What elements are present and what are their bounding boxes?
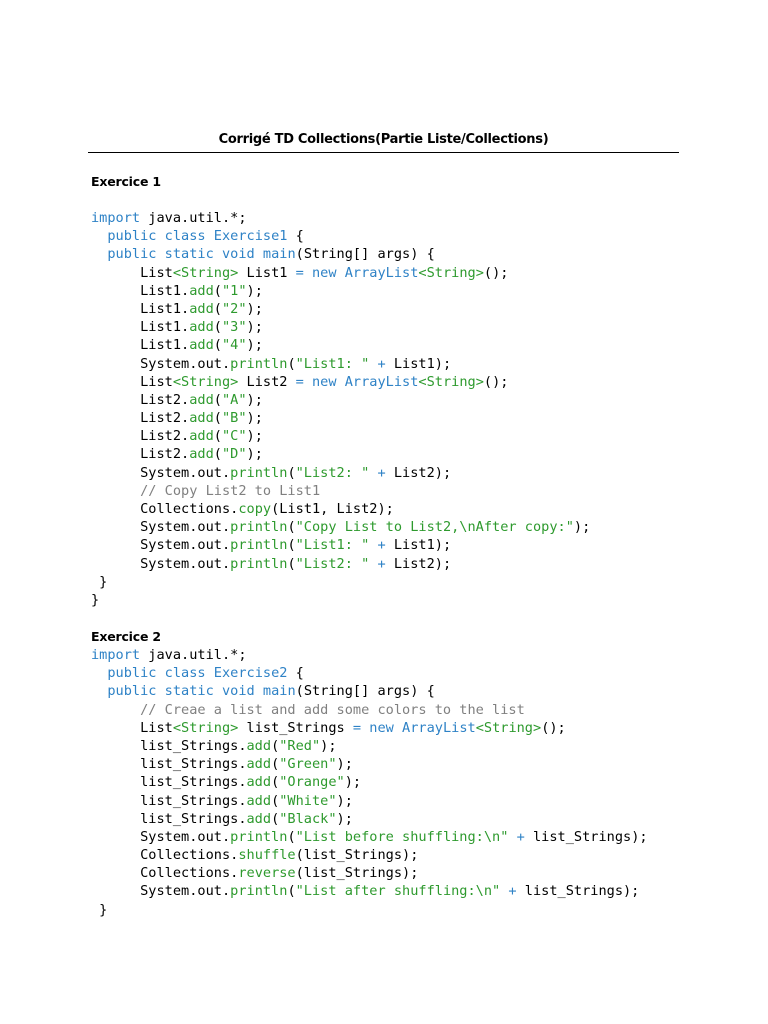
code-token: ( — [287, 555, 296, 572]
code-token: add — [246, 774, 272, 791]
code-token: List2); — [385, 464, 452, 481]
code-token: ( — [287, 537, 296, 554]
code-line — [91, 737, 648, 755]
code-token: public class — [107, 665, 206, 682]
code-token: ); — [246, 391, 263, 408]
code-line — [91, 318, 590, 336]
code-token: List2. — [91, 446, 190, 463]
code-token: public class — [107, 228, 206, 245]
code-token: List1. — [91, 337, 190, 354]
code-token: (String[] args) { — [295, 246, 435, 263]
code-token: List1); — [385, 355, 452, 372]
code-token: import — [91, 647, 141, 663]
code-token — [91, 246, 107, 262]
code-token: add — [246, 756, 272, 773]
code-token: ); — [246, 337, 263, 354]
code-token — [91, 702, 140, 718]
code-token: List2. — [91, 391, 190, 408]
code-token: = — [295, 264, 304, 281]
code-token: System.out. — [91, 883, 231, 900]
code-line — [91, 864, 648, 882]
code-token: ( — [213, 282, 222, 299]
code-token: System.out. — [91, 537, 231, 554]
code-token — [304, 374, 312, 390]
code-token: } — [91, 573, 108, 590]
code-block-exercice-1 — [91, 209, 590, 609]
code-token: (); — [483, 373, 509, 390]
code-token: ); — [336, 792, 353, 809]
code-token — [508, 829, 516, 845]
code-token: System.out. — [91, 555, 231, 572]
code-token: ( — [271, 756, 280, 773]
code-token: + — [508, 883, 517, 900]
code-token: list_Strings — [238, 719, 353, 736]
code-token: System.out. — [91, 519, 231, 536]
code-token: println — [230, 464, 288, 481]
section-heading-exercice-1: Exercice 1 — [91, 174, 161, 189]
code-token: } — [91, 591, 100, 608]
code-token: add — [189, 300, 214, 317]
code-token: ); — [344, 774, 362, 791]
code-token: List1 — [238, 264, 296, 281]
code-token: Exercise1 — [213, 228, 288, 245]
code-token: ( — [213, 391, 222, 408]
code-token — [91, 228, 107, 244]
code-token: "List after shuffling:\n" — [295, 883, 501, 900]
code-line — [91, 755, 648, 773]
code-line — [91, 500, 590, 518]
code-token: <String> — [172, 719, 239, 736]
code-line — [91, 828, 648, 846]
code-token: list_Strings. — [91, 774, 247, 791]
code-line — [91, 719, 648, 737]
code-token: System.out. — [91, 828, 231, 845]
code-token: <String> — [172, 264, 239, 281]
code-line — [91, 536, 590, 554]
code-token: "Black" — [279, 810, 337, 827]
code-token: shuffle — [238, 847, 296, 864]
code-token: ); — [246, 446, 263, 463]
code-token: "4" — [221, 337, 247, 354]
code-token: list_Strings. — [91, 756, 247, 773]
code-token: public static void — [107, 246, 255, 263]
code-token: ( — [213, 428, 222, 445]
code-token: List2. — [91, 410, 190, 427]
code-line — [91, 300, 590, 318]
code-token: println — [230, 519, 288, 536]
code-line — [91, 264, 590, 282]
code-token: List1. — [91, 282, 190, 299]
code-token: List — [91, 373, 173, 390]
code-token: ( — [213, 410, 222, 427]
code-token: + — [377, 355, 386, 372]
code-token: ); — [246, 410, 263, 427]
code-line — [91, 846, 648, 864]
code-line — [91, 701, 648, 719]
code-token: add — [189, 446, 214, 463]
code-token: List2. — [91, 428, 190, 445]
code-token: list_Strings. — [91, 792, 247, 809]
code-line — [91, 409, 590, 427]
code-token: main — [262, 246, 296, 263]
section-heading-exercice-2: Exercice 2 — [91, 629, 161, 644]
code-token — [91, 665, 107, 681]
code-line — [91, 682, 648, 700]
code-token: Collections. — [91, 847, 239, 864]
code-token: ( — [271, 737, 280, 754]
code-token: ( — [271, 810, 280, 827]
code-token — [206, 665, 214, 681]
code-token: public static void — [107, 683, 255, 700]
code-token: + — [377, 464, 386, 481]
code-token: add — [246, 810, 272, 827]
code-token: "Green" — [279, 756, 337, 773]
code-token: "List before shuffling:\n" — [295, 828, 509, 845]
code-token: (); — [483, 264, 509, 281]
code-token: ( — [271, 792, 280, 809]
code-token — [91, 683, 107, 699]
code-token: List — [91, 264, 173, 281]
code-line — [91, 245, 590, 263]
code-token: (List1, List2); — [271, 501, 394, 517]
code-line — [91, 573, 590, 591]
code-token: ( — [213, 337, 222, 354]
code-token: <String> — [418, 264, 484, 281]
code-token: ( — [287, 828, 296, 845]
code-token: reverse — [238, 865, 296, 882]
code-token: + — [377, 555, 386, 572]
code-token: { — [287, 228, 304, 245]
code-token: "White" — [279, 792, 337, 809]
code-token: add — [189, 319, 214, 336]
code-token: ); — [336, 756, 353, 773]
code-line — [91, 646, 648, 664]
code-token: + — [377, 537, 386, 554]
code-token: new — [312, 264, 337, 281]
code-token: (String[] args) { — [295, 683, 435, 700]
code-token: "C" — [221, 428, 247, 445]
code-token — [304, 265, 312, 281]
code-line — [91, 336, 590, 354]
code-token: ); — [320, 737, 337, 754]
code-token: System.out. — [91, 464, 231, 481]
code-token: ); — [246, 300, 263, 317]
code-token: ( — [213, 300, 222, 317]
code-token — [337, 374, 345, 390]
code-token: println — [230, 883, 288, 900]
code-token: <String> — [172, 373, 239, 390]
code-token: "1" — [221, 282, 247, 299]
code-token: list_Strings); — [524, 828, 648, 845]
code-line — [91, 209, 590, 227]
code-token: "3" — [221, 319, 247, 336]
code-token: (list_Strings); — [295, 847, 419, 864]
code-token: Exercise2 — [213, 665, 288, 682]
code-token: ); — [573, 519, 591, 536]
code-token: add — [189, 282, 214, 299]
code-token: add — [189, 337, 214, 354]
code-token: // Creae a list and add some colors to the list — [140, 701, 525, 718]
code-line — [91, 482, 590, 500]
code-token: List1); — [385, 537, 452, 554]
code-token: "List1: " — [295, 355, 370, 372]
code-line — [91, 282, 590, 300]
code-token: println — [230, 828, 288, 845]
code-token: add — [189, 428, 214, 445]
code-token: java.util.*; — [140, 647, 247, 663]
code-token: add — [189, 391, 214, 408]
code-token: + — [516, 828, 525, 845]
code-token: ( — [287, 464, 296, 481]
code-token: ( — [271, 774, 280, 791]
code-line — [91, 518, 590, 536]
code-token: (); — [541, 719, 566, 736]
code-token: add — [246, 792, 272, 809]
code-line — [91, 792, 648, 810]
code-token: // Copy List2 to List1 — [140, 482, 321, 499]
code-line — [91, 391, 590, 409]
code-line — [91, 355, 590, 373]
code-block-exercice-2 — [91, 646, 648, 919]
code-token — [206, 228, 214, 244]
code-token — [255, 246, 263, 262]
code-line — [91, 901, 648, 919]
code-token: import — [91, 210, 141, 226]
code-token: ); — [246, 282, 263, 299]
code-token: ); — [246, 428, 263, 445]
code-token: { — [287, 665, 304, 682]
code-token: Collections. — [91, 865, 239, 882]
code-token: "A" — [221, 391, 247, 408]
title-divider — [88, 152, 679, 153]
code-token: println — [230, 537, 288, 554]
code-line — [91, 373, 590, 391]
code-token: ( — [213, 446, 222, 463]
code-line — [91, 664, 648, 682]
code-token — [255, 683, 263, 699]
code-token: "List2: " — [295, 464, 370, 481]
code-token: "D" — [221, 446, 247, 463]
code-token: (list_Strings); — [295, 865, 419, 882]
code-token: "B" — [221, 410, 247, 427]
code-token: List1. — [91, 319, 190, 336]
code-token: "Orange" — [279, 774, 345, 791]
code-token: list_Strings. — [91, 810, 247, 827]
code-token: list_Strings); — [516, 883, 640, 900]
code-token: List — [91, 719, 173, 736]
code-line — [91, 555, 590, 573]
code-line — [91, 810, 648, 828]
code-token: new — [312, 373, 337, 390]
code-token: List1. — [91, 300, 190, 317]
code-token: ( — [213, 319, 222, 336]
code-line — [91, 227, 590, 245]
code-token: "Red" — [279, 737, 321, 754]
code-token: ArrayList — [344, 373, 419, 390]
code-line — [91, 464, 590, 482]
code-token: println — [230, 355, 288, 372]
code-token: ( — [287, 519, 296, 536]
code-token: println — [230, 555, 288, 572]
code-line — [91, 445, 590, 463]
code-token: ( — [287, 355, 296, 372]
code-token: new — [369, 719, 394, 736]
code-token: ); — [336, 810, 353, 827]
code-token — [394, 720, 402, 736]
code-token: add — [246, 737, 272, 754]
code-line — [91, 591, 590, 609]
page-title: Corrigé TD Collections(Partie Liste/Collections) — [218, 132, 549, 147]
code-line — [91, 427, 590, 445]
code-token: List2); — [385, 555, 452, 572]
code-token: List2 — [238, 373, 296, 390]
code-token: list_Strings. — [91, 737, 247, 754]
code-token: ArrayList — [402, 719, 476, 736]
code-token: "2" — [221, 300, 247, 317]
code-token: java.util.*; — [140, 210, 247, 226]
code-line — [91, 773, 648, 791]
code-token: System.out. — [91, 355, 231, 372]
code-token — [91, 483, 140, 499]
code-token: "List2: " — [295, 555, 370, 572]
code-token: add — [189, 410, 214, 427]
code-token: copy — [238, 501, 272, 517]
code-token: <String> — [418, 373, 484, 390]
code-token — [337, 265, 345, 281]
code-token: "List1: " — [295, 537, 370, 554]
code-token: <String> — [475, 719, 542, 736]
code-token: ); — [246, 319, 263, 336]
code-token: } — [91, 901, 108, 918]
code-token: = — [352, 719, 362, 736]
code-token: ( — [287, 883, 296, 900]
code-token: "Copy List to List2,\nAfter copy:" — [295, 519, 574, 536]
code-token: main — [262, 683, 296, 700]
code-line — [91, 882, 648, 900]
code-token: Collections. — [91, 501, 239, 517]
code-token: = — [295, 373, 304, 390]
code-token: ArrayList — [344, 264, 419, 281]
